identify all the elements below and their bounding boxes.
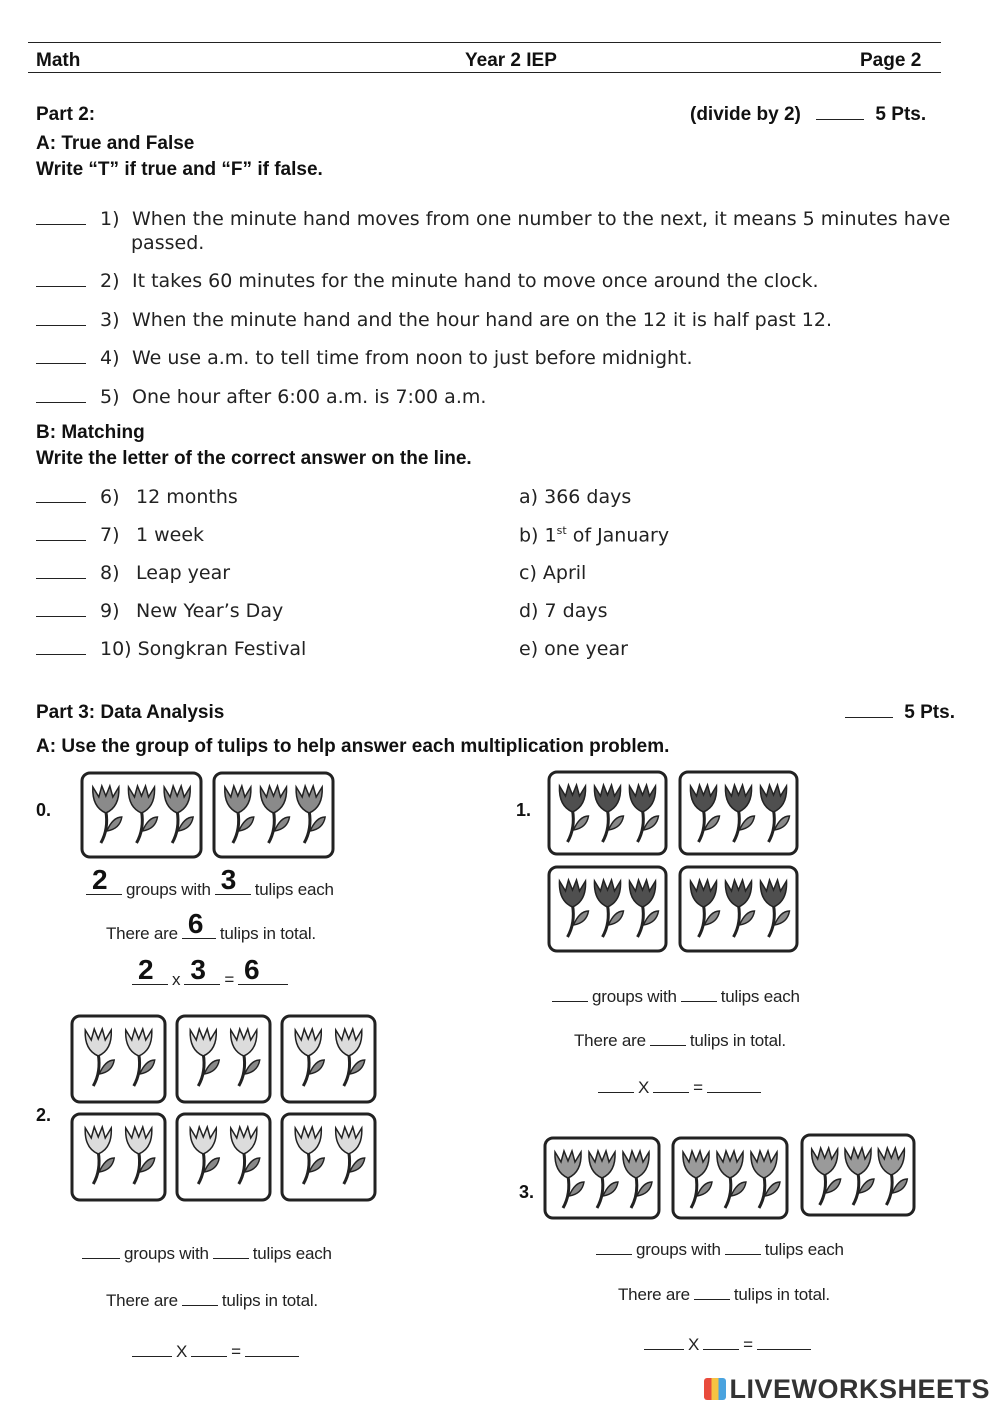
tf-item (36, 309, 832, 331)
match-option-letter: c) (519, 562, 537, 584)
tf-item (36, 208, 950, 254)
header-top-rule (28, 42, 941, 43)
tulip-group-box (543, 1136, 661, 1220)
tf-item-number: 4) (100, 347, 120, 369)
match-item-number: 6) (100, 486, 120, 508)
equals-sign: = (693, 1078, 703, 1097)
problem-label: 0. (36, 800, 52, 820)
answer-blank[interactable] (182, 1293, 218, 1306)
tf-item-text: It takes 60 minutes for the minute hand to move once around the clock. (132, 270, 819, 292)
worksheet-line (78, 1244, 332, 1264)
answer-blank[interactable] (552, 989, 588, 1002)
tf-answer-blank[interactable] (36, 272, 86, 287)
handwritten-answer: 3 (220, 864, 237, 895)
match-answer-blank[interactable] (36, 488, 86, 503)
match-option-letter: e) (519, 638, 539, 660)
total-blank[interactable] (182, 908, 216, 939)
sectionA-instruction: Write “T” if true and “F” if false. (36, 159, 323, 180)
tulip-group-box (678, 770, 799, 856)
part3-title: Part 3: Data Analysis (36, 702, 225, 723)
tulip-group-box (671, 1136, 789, 1220)
tf-item (36, 270, 819, 292)
answer-blank[interactable] (213, 1246, 249, 1259)
answer-blank[interactable] (191, 1344, 227, 1357)
times-sign: X (638, 1078, 650, 1097)
match-item (36, 638, 306, 660)
handwritten-answer: 6 (244, 954, 260, 985)
answer-blank[interactable] (598, 1080, 634, 1093)
tulip-group-box (175, 1112, 272, 1202)
worksheet-line (106, 908, 316, 944)
answer-blank[interactable] (132, 1344, 172, 1357)
header-bottom-rule (28, 72, 941, 73)
worksheet-line (128, 954, 292, 990)
liveworksheets-logo-icon (704, 1378, 726, 1400)
worksheet-line (640, 1335, 815, 1355)
match-option-letter: b) (519, 524, 539, 547)
match-item (36, 524, 204, 546)
tulip-group-box (212, 771, 335, 859)
tulip-group-box (547, 865, 668, 953)
tf-item-number: 5) (100, 386, 120, 408)
match-option (519, 638, 628, 660)
worksheet-line (548, 987, 800, 1007)
tf-item-number: 1) (100, 208, 120, 230)
handwritten-answer: 3 (190, 954, 206, 985)
tulip-group-box (547, 770, 668, 856)
tulips-total-text: tulips in total. (221, 1291, 318, 1310)
match-item-number: 8) (100, 562, 120, 584)
match-answer-blank[interactable] (36, 564, 86, 579)
match-option-text: 1 (544, 524, 557, 547)
worksheet-line (574, 1031, 786, 1051)
match-option-sup: st (556, 524, 567, 537)
groups-with-text: groups with (592, 987, 677, 1006)
match-option-text: one year (544, 638, 628, 660)
part2-title: Part 2: (36, 104, 96, 125)
worksheet-line (106, 1291, 318, 1311)
answer-blank[interactable] (644, 1337, 684, 1350)
groups-with-text: groups with (124, 1244, 209, 1263)
tulip-group-box (280, 1112, 377, 1202)
groups-with-text: groups with (636, 1240, 721, 1259)
answer-blank[interactable] (653, 1080, 689, 1093)
match-item (36, 486, 238, 508)
tf-item (36, 347, 693, 369)
sectionB-instruction: Write the letter of the correct answer on the line. (36, 448, 472, 469)
match-option-letter: a) (519, 486, 539, 508)
part3-instruction: A: Use the group of tulips to help answer each multiplication problem. (36, 736, 670, 757)
handwritten-answer: 2 (138, 954, 154, 985)
times-sign: X (176, 1342, 188, 1361)
match-option-text: 7 days (544, 600, 608, 622)
answer-blank[interactable] (725, 1242, 761, 1255)
tulips-each-text: tulips each (254, 880, 334, 899)
match-item-text: 1 week (136, 524, 205, 546)
tulip-group-box (800, 1133, 916, 1217)
match-option (519, 486, 631, 508)
match-item-number: 10) (100, 638, 132, 660)
equals-sign: = (231, 1342, 241, 1361)
match-item-text: 12 months (136, 486, 238, 508)
tf-answer-blank[interactable] (36, 349, 86, 364)
match-option-text: 366 days (544, 486, 632, 508)
header-level: Year 2 IEP (465, 50, 557, 71)
answer-blank[interactable] (707, 1080, 761, 1093)
tulip-group-box (280, 1014, 377, 1104)
part2-points-note: (divide by 2) (690, 104, 801, 125)
worksheet-line (594, 1078, 765, 1098)
problem-label: 3. (519, 1182, 535, 1202)
tf-item-text: When the minute hand and the hour hand are on the 12 it is half past 12. (132, 309, 832, 331)
answer-blank[interactable] (650, 1033, 686, 1046)
part3-score-blank[interactable] (845, 703, 893, 718)
worksheet-line (128, 1342, 303, 1362)
there-are-text: There are (574, 1031, 646, 1050)
tulip-group-box (70, 1014, 167, 1104)
tf-item-text: One hour after 6:00 a.m. is 7:00 a.m. (132, 386, 487, 408)
match-option (519, 524, 669, 546)
tulip-group-box (175, 1014, 272, 1104)
match-item-text: Leap year (136, 562, 231, 584)
match-item-number: 9) (100, 600, 120, 622)
tulips-total-text: tulips in total. (733, 1285, 830, 1304)
factor1-blank[interactable] (132, 954, 168, 985)
match-answer-blank[interactable] (36, 640, 86, 655)
handwritten-answer: 2 (92, 864, 108, 895)
sectionA-title: A: True and False (36, 133, 195, 154)
header-subject: Math (36, 50, 81, 71)
match-option (519, 562, 586, 584)
part2-points: 5 Pts. (875, 104, 927, 125)
tf-item-text: We use a.m. to tell time from noon to just before midnight. (132, 347, 693, 369)
equals-sign: = (743, 1335, 753, 1354)
answer-blank[interactable] (596, 1242, 632, 1255)
problem-label: 2. (36, 1105, 52, 1125)
tulips-each-text: tulips each (764, 1240, 844, 1259)
match-item (36, 562, 230, 584)
match-option-rest: of January (566, 524, 670, 547)
sectionB-title: B: Matching (36, 422, 145, 443)
worksheet-line (618, 1285, 830, 1305)
tulip-group-box (80, 771, 203, 859)
tulips-each-text: tulips each (720, 987, 800, 1006)
match-item-text: New Year’s Day (136, 600, 284, 622)
factor2-blank[interactable] (184, 954, 220, 985)
times-sign: X (688, 1335, 700, 1354)
answer-blank[interactable] (694, 1287, 730, 1300)
tf-item (36, 386, 486, 408)
part3-points-row (845, 702, 955, 724)
times-sign: x (172, 970, 181, 989)
part2-points-row (690, 104, 926, 126)
tf-item-text: When the minute hand moves from one number to the next, it means 5 minutes have (132, 208, 951, 230)
match-option-letter: d) (519, 600, 539, 622)
tulip-group-box (70, 1112, 167, 1202)
answer-blank[interactable] (82, 1246, 120, 1259)
tulips-total-text: tulips in total. (219, 924, 316, 943)
brand-text: LIVEWORKSHEETS (729, 1374, 990, 1404)
tulips-each-text: tulips each (252, 1244, 332, 1263)
each-blank[interactable] (215, 864, 251, 895)
groups-blank[interactable] (86, 864, 122, 895)
groups-with-text: groups with (126, 880, 211, 899)
worksheet-line (82, 864, 334, 900)
tulips-total-text: tulips in total. (689, 1031, 786, 1050)
worksheet-line (592, 1240, 844, 1260)
tulip-group-box (678, 865, 799, 953)
tf-answer-blank[interactable] (36, 388, 86, 403)
header-page: Page 2 (860, 50, 922, 71)
match-item-number: 7) (100, 524, 120, 546)
part2-score-blank[interactable] (816, 105, 864, 120)
answer-blank[interactable] (681, 989, 717, 1002)
there-are-text: There are (618, 1285, 690, 1304)
handwritten-answer: 6 (187, 908, 204, 939)
tf-item-number: 2) (100, 270, 120, 292)
answer-blank[interactable] (245, 1344, 299, 1357)
match-option (519, 600, 608, 622)
part3-points: 5 Pts. (904, 702, 955, 723)
there-are-text: There are (106, 1291, 178, 1310)
match-item-text: Songkran Festival (137, 638, 307, 660)
tf-answer-blank[interactable] (36, 210, 86, 225)
tf-item-text-cont: passed. (131, 232, 205, 254)
match-answer-blank[interactable] (36, 526, 86, 541)
answer-blank[interactable] (757, 1337, 811, 1350)
product-blank[interactable] (238, 954, 288, 985)
problem-label: 1. (516, 800, 532, 820)
tf-item-number: 3) (100, 309, 120, 331)
match-option-text: April (542, 562, 587, 584)
match-item (36, 600, 283, 622)
answer-blank[interactable] (703, 1337, 739, 1350)
tf-answer-blank[interactable] (36, 311, 86, 326)
there-are-text: There are (106, 924, 178, 943)
match-answer-blank[interactable] (36, 602, 86, 617)
equals-sign: = (224, 970, 235, 989)
liveworksheets-logo (704, 1374, 990, 1405)
